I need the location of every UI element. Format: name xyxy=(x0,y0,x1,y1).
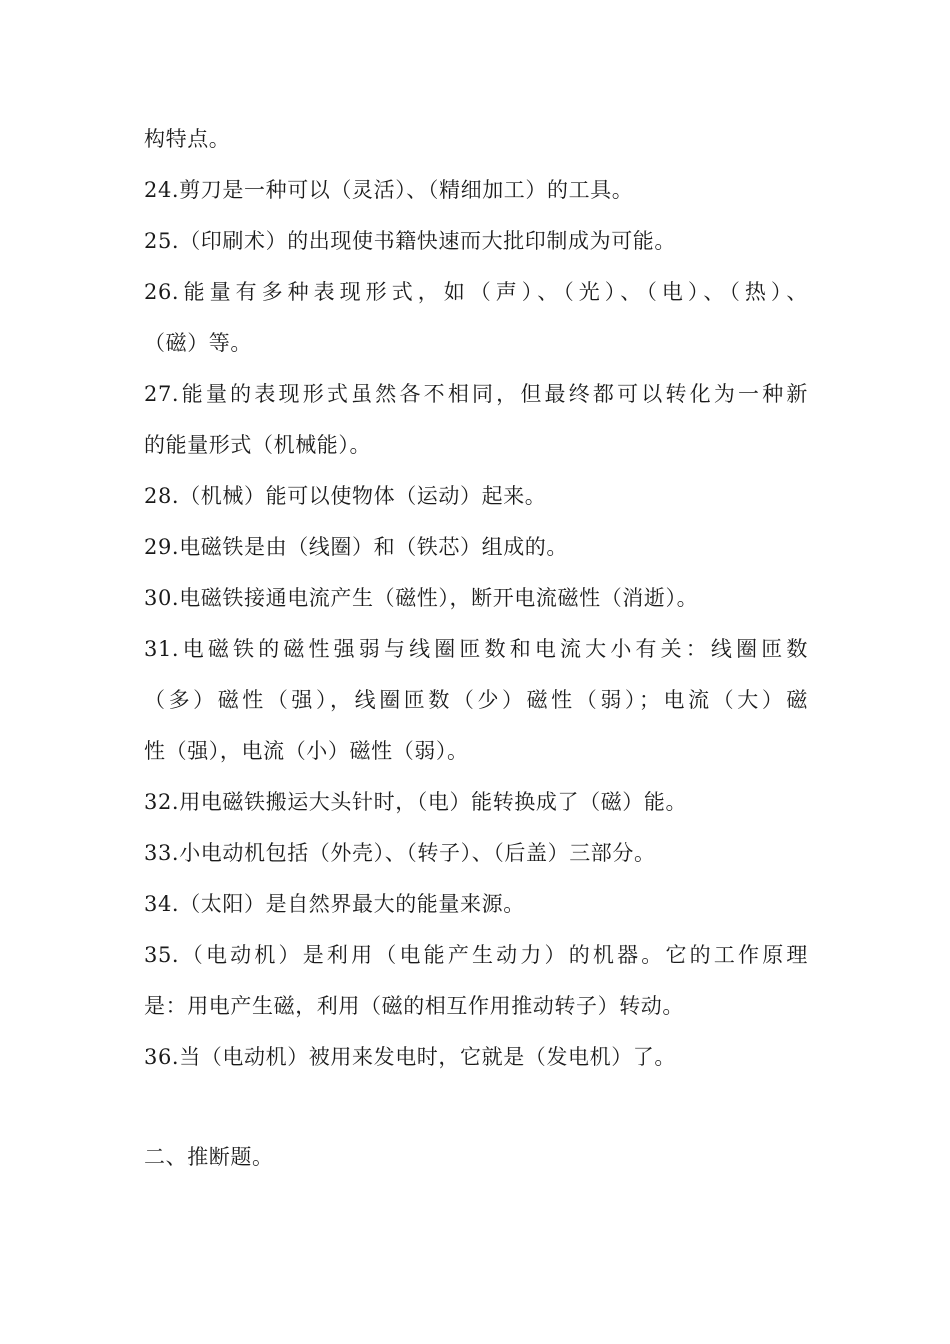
text-line: （磁）等。 xyxy=(144,331,252,355)
section-heading: 二、推断题。 xyxy=(144,1145,274,1169)
text-line: 29.电磁铁是由（线圈）和（铁芯）组成的。 xyxy=(144,535,568,559)
text-line: 32.用电磁铁搬运大头针时，（电）能转换成了（磁）能。 xyxy=(144,790,688,814)
text-line: 构特点。 xyxy=(144,127,231,151)
answer-list xyxy=(144,119,808,1088)
text-line: 34.（太阳）是自然界最大的能量来源。 xyxy=(144,892,525,916)
text-line: 26.能量有多种表现形式，如（声）、（光）、（电）、（热）、 xyxy=(144,280,808,304)
text-line: 33.小电动机包括（外壳）、（转子）、（后盖）三部分。 xyxy=(144,841,656,865)
text-line: 性（强），电流（小）磁性（弱）。 xyxy=(144,739,469,763)
text-line: （多）磁性（强），线圈匝数（少）磁性（弱）；电流（大）磁 xyxy=(144,688,808,712)
text-line: 是：用电产生磁，利用（磁的相互作用推动转子）转动。 xyxy=(144,994,684,1018)
text-line: 的能量形式（机械能）。 xyxy=(144,433,372,457)
text-line: 28.（机械）能可以使物体（运动）起来。 xyxy=(144,484,547,508)
text-line: 31.电磁铁的磁性强弱与线圈匝数和电流大小有关：线圈匝数 xyxy=(144,637,808,661)
text-line: 36.当（电动机）被用来发电时，它就是（发电机）了。 xyxy=(144,1045,676,1069)
text-line: 35.（电动机）是利用（电能产生动力）的机器。它的工作原理 xyxy=(144,943,808,967)
text-line: 30.电磁铁接通电流产生（磁性），断开电流磁性（消逝）。 xyxy=(144,586,699,610)
text-line: 24.剪刀是一种可以（灵活）、（精细加工）的工具。 xyxy=(144,178,634,202)
text-line: 25.（印刷术）的出现使书籍快速而大批印制成为可能。 xyxy=(144,229,676,253)
text-line: 27.能量的表现形式虽然各不相同，但最终都可以转化为一种新 xyxy=(144,382,808,406)
